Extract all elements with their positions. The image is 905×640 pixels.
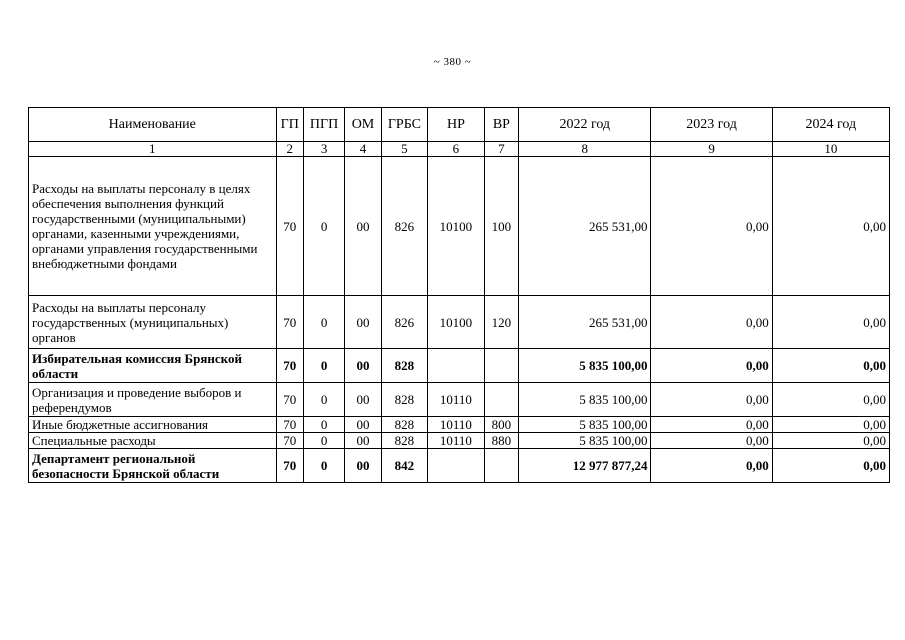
cell-om: 00 — [345, 296, 381, 349]
cell-gp: 70 — [276, 449, 303, 483]
table-row — [29, 157, 890, 296]
column-number: 5 — [381, 142, 427, 157]
header-2023: 2023 год — [651, 108, 772, 142]
budget-table — [28, 107, 890, 483]
cell-2022: 5 835 100,00 — [519, 433, 651, 449]
row-name: Департамент региональной безопасности Брянской области — [29, 449, 277, 483]
cell-2022: 12 977 877,24 — [519, 449, 651, 483]
cell-gp: 70 — [276, 296, 303, 349]
cell-2023: 0,00 — [651, 449, 772, 483]
header-2024: 2024 год — [772, 108, 889, 142]
cell-pgp: 0 — [303, 433, 344, 449]
table-row — [29, 349, 890, 383]
cell-gp: 70 — [276, 433, 303, 449]
cell-nr: 10110 — [428, 383, 485, 417]
cell-grbs: 828 — [381, 383, 427, 417]
header-row — [29, 108, 890, 142]
column-number: 9 — [651, 142, 772, 157]
cell-2023: 0,00 — [651, 383, 772, 417]
cell-vr: 880 — [484, 433, 518, 449]
cell-pgp: 0 — [303, 449, 344, 483]
cell-2024: 0,00 — [772, 417, 889, 433]
header-om: ОМ — [345, 108, 381, 142]
header-grbs: ГРБС — [381, 108, 427, 142]
cell-vr — [484, 449, 518, 483]
cell-nr — [428, 349, 485, 383]
cell-2022: 5 835 100,00 — [519, 383, 651, 417]
column-number: 6 — [428, 142, 485, 157]
column-number: 4 — [345, 142, 381, 157]
cell-nr — [428, 449, 485, 483]
cell-2024: 0,00 — [772, 349, 889, 383]
cell-nr: 10100 — [428, 157, 485, 296]
table-row — [29, 383, 890, 417]
cell-grbs: 828 — [381, 349, 427, 383]
cell-2022: 5 835 100,00 — [519, 349, 651, 383]
cell-2024: 0,00 — [772, 433, 889, 449]
cell-vr — [484, 349, 518, 383]
column-number: 10 — [772, 142, 889, 157]
cell-vr: 100 — [484, 157, 518, 296]
cell-grbs: 826 — [381, 296, 427, 349]
cell-pgp: 0 — [303, 383, 344, 417]
cell-pgp: 0 — [303, 417, 344, 433]
cell-2023: 0,00 — [651, 433, 772, 449]
cell-2022: 265 531,00 — [519, 157, 651, 296]
cell-grbs: 826 — [381, 157, 427, 296]
column-number: 1 — [29, 142, 277, 157]
cell-vr: 120 — [484, 296, 518, 349]
header-vr: ВР — [484, 108, 518, 142]
table-row — [29, 449, 890, 483]
cell-vr: 800 — [484, 417, 518, 433]
row-name: Организация и проведение выборов и референдумов — [29, 383, 277, 417]
cell-2023: 0,00 — [651, 157, 772, 296]
header-pgp: ПГП — [303, 108, 344, 142]
row-name: Иные бюджетные ассигнования — [29, 417, 277, 433]
header-gp: ГП — [276, 108, 303, 142]
cell-om: 00 — [345, 449, 381, 483]
column-number-row — [29, 142, 890, 157]
page-number: ~ 380 ~ — [433, 56, 472, 68]
cell-2024: 0,00 — [772, 383, 889, 417]
table-row — [29, 296, 890, 349]
cell-pgp: 0 — [303, 157, 344, 296]
cell-nr: 10110 — [428, 433, 485, 449]
header-2022: 2022 год — [519, 108, 651, 142]
cell-nr: 10110 — [428, 417, 485, 433]
cell-om: 00 — [345, 417, 381, 433]
cell-2022: 265 531,00 — [519, 296, 651, 349]
cell-2023: 0,00 — [651, 349, 772, 383]
cell-om: 00 — [345, 349, 381, 383]
row-name: Расходы на выплаты персоналу государственных (муниципальных) органов — [29, 296, 277, 349]
cell-grbs: 828 — [381, 417, 427, 433]
cell-2024: 0,00 — [772, 296, 889, 349]
header-nr: НР — [428, 108, 485, 142]
table-row — [29, 433, 890, 449]
cell-om: 00 — [345, 383, 381, 417]
cell-om: 00 — [345, 157, 381, 296]
cell-grbs: 828 — [381, 433, 427, 449]
row-name: Избирательная комиссия Брянской области — [29, 349, 277, 383]
header-name: Наименование — [29, 108, 277, 142]
cell-grbs: 842 — [381, 449, 427, 483]
row-name: Специальные расходы — [29, 433, 277, 449]
cell-2023: 0,00 — [651, 417, 772, 433]
cell-gp: 70 — [276, 349, 303, 383]
cell-pgp: 0 — [303, 349, 344, 383]
cell-om: 00 — [345, 433, 381, 449]
cell-vr — [484, 383, 518, 417]
column-number: 7 — [484, 142, 518, 157]
column-number: 2 — [276, 142, 303, 157]
cell-gp: 70 — [276, 157, 303, 296]
cell-2024: 0,00 — [772, 157, 889, 296]
cell-2023: 0,00 — [651, 296, 772, 349]
cell-gp: 70 — [276, 417, 303, 433]
row-name: Расходы на выплаты персоналу в целях обеспечения выполнения функций государственными (муниципальными) органами, казенными учреждениями, органами управления государственными внебюджетными фондами — [29, 157, 277, 296]
cell-2022: 5 835 100,00 — [519, 417, 651, 433]
cell-gp: 70 — [276, 383, 303, 417]
column-number: 8 — [519, 142, 651, 157]
cell-pgp: 0 — [303, 296, 344, 349]
cell-nr: 10100 — [428, 296, 485, 349]
table-row — [29, 417, 890, 433]
cell-2024: 0,00 — [772, 449, 889, 483]
column-number: 3 — [303, 142, 344, 157]
